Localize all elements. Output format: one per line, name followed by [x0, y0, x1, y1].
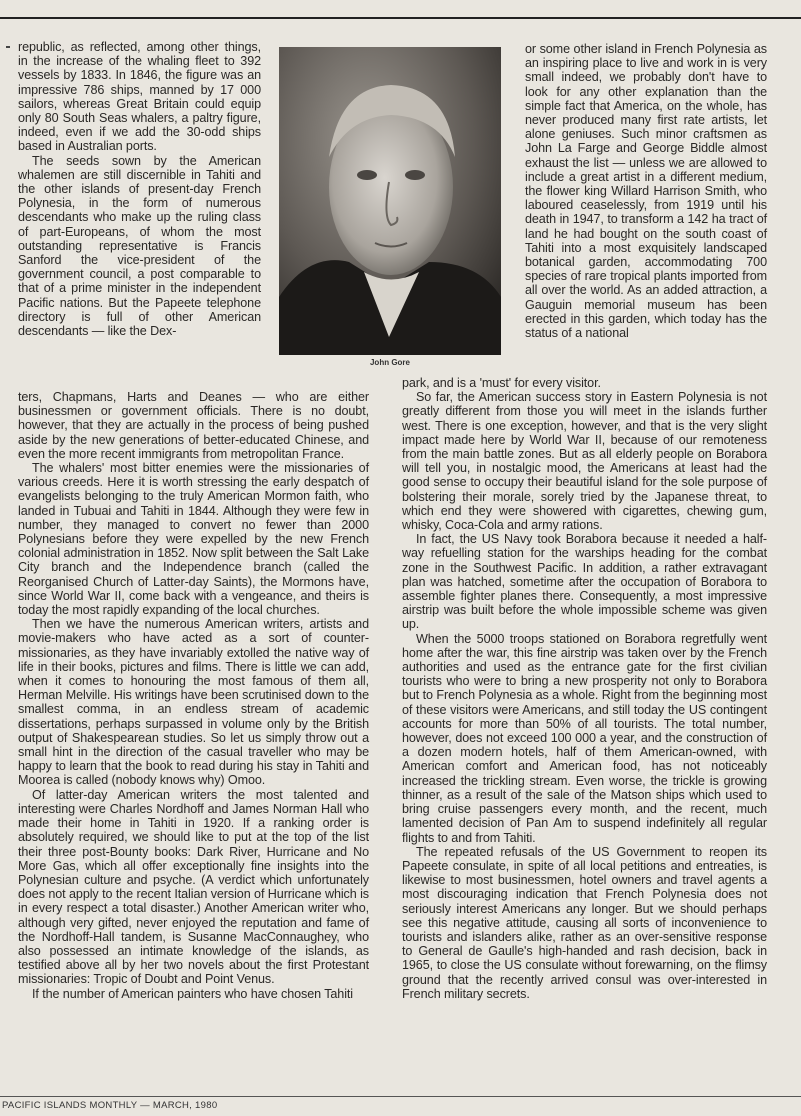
column-right-lower: [402, 376, 767, 1001]
portrait-illustration: [279, 47, 501, 355]
photo-caption: John Gore: [369, 358, 410, 367]
portrait-photo: [279, 47, 501, 355]
paragraph: or some other island in French Polynesia as an inspiring place to live and work in is very small indeed, we probably don't have to look for any other explanation than the simple fact that America, on the whole, has never produced many first rate artists, let alone geniuses. Such minor craftsmen as John La Farge and George Biddle almost exhaust the list — unless we are allowed to include a great artist in a different medium, the flower king Willard Harrison Smith, who laboured ceaselessly, from 1919 until his death in 1947, to transform a 142 ha tract of land he had bought on the south coast of Tahiti into a most exquisitely landscaped botanical garden, accommodating 700 species of rare tropical plants imported from all over the world. As an added attraction, a Gauguin memorial museum has been erected in this garden, which today has the status of a national: [525, 42, 767, 341]
paragraph: When the 5000 troops stationed on Borabora regretfully went home after the war, this fine airstrip was taken over by the French authorities and used as the entrance gate for the first civilian tourists who were to bring a new prosperity not only to Borabora but to French Polynesia as a whole. Right from the beginning most of these visitors were Americans, and still today the US contingent accounts for more than 50% of all tourists. The total number, however, does not exceed 100 000 a year, and the construction of a dozen modern hotels, half of them American-owned, with American comfort and American food, has not noticeably increased the trickling stream. Even worse, the trickle is growing thinner, as a result of the sale of the Matson ships which used to bring cruise passengers every month, and the recent, much lamented decision of Pan Am to suspend indefinitely all regular flights to and from Tahiti.: [402, 631, 767, 845]
paragraph: park, and is a 'must' for every visitor.: [402, 376, 601, 390]
margin-mark: [6, 46, 10, 48]
paragraph: So far, the American success story in Eastern Polynesia is not greatly different from those you will meet in the islands further west. There is one exception, however, and that is the very slight impact made here by World War II, because of our remoteness from the main battle zones. But as all elderly people on Borabora will tell you, in nostalgic mood, the Americans at least had the good sense to occupy their beautiful island for the sole purpose of bolstering their morale, sorely tried by the Japanese threat, to which end they were showered with cigarettes, chewing gum, whisky, Coca-Cola and army rations.: [402, 390, 767, 533]
bottom-rule: [0, 1096, 801, 1097]
column-left-lower: [18, 390, 369, 1001]
column-left-upper: [18, 40, 261, 338]
paragraph: The seeds sown by the American whalemen are still discernible in Tahiti and the other islands of present-day French Polynesia, in the form of numerous descendants who make up the ruling class of part-Europeans, of whom the most outstanding representative is Francis Sanford the vice-president of the government council, a post comparable to that of a prime minister in the independent Pacific nations. But the Papeete telephone directory is full of other American descendants — like the Dex-: [18, 153, 261, 339]
paragraph: If the number of American painters who have chosen Tahiti: [32, 986, 353, 1001]
paragraph: ters, Chapmans, Harts and Deanes — who are either businessmen or government officials. There is no doubt, however, that they are actually in the process of being pushed aside by the new generations of better-educated Chinese, and even the more recent immigrants from metropolitan France.: [18, 390, 369, 461]
paragraph: The repeated refusals of the US Government to reopen its Papeete consulate, in spite of all local petitions and entreaties, is likewise to most businessmen, hotel owners and travel agents a most discouraging indication that French Polynesia does not seriously interest Americans any longer. But we should perhaps see this negative attitude, causing all sorts of inconvenience to tourists and islanders alike, rather as an over-sensitive response to General de Gaulle's high-handed and rash decision, back in 1965, to close the US consulate without forewarning, on the flimsy ground that the recently arrived consul was over-interested in French military secrets.: [402, 844, 767, 1001]
page-footer: PACIFIC ISLANDS MONTHLY — MARCH, 1980: [2, 1100, 218, 1111]
column-right-upper: [525, 42, 767, 340]
paragraph: republic, as reflected, among other things, in the increase of the whaling fleet to 392 vessels by 1833. In 1846, the figure was an impressive 786 ships, manned by 17 000 sailors, whereas Great Britain could equip only 80 South Seas whalers, a paltry figure, indeed, even if we add the 30-odd ships based in Australian ports.: [18, 40, 261, 154]
paragraph: The whalers' most bitter enemies were the missionaries of various creeds. Here it is worth stressing the early despatch of evangelists belonging to the truly American Mormon faith, who landed in Tubuai and Tahiti in 1844. Although they were few in number, they managed to convert no fewer than 2000 Polynesians before they were expelled by the new French colonial administration in 1852. Now split between the Salt Lake City branch and the Independence branch (called the Reorganised Church of Latter-day Saints), the Mormons have, since World War II, come back with a vengeance, and theirs is today the most rapidly expanding of the local churches.: [18, 461, 369, 618]
paragraph: Of latter-day American writers the most talented and interesting were Charles Nordhoff and James Norman Hall who made their home in Tahiti in 1920. If a ranking order is absolutely required, we should like to put at the top of the list their three post-Bounty books: Dark River, Hurricane and No More Gas, which all offer exceptionally fine insights into the Polynesian culture and psyche. (A verdict which unfortunately does not apply to the recent Italian version of Hurricane which is in every respect a total disaster.) Another American writer who, although very gifted, never enjoyed the reputation and fame of the Nordhoff-Hall tandem, is Susanne MacConnaughey, who also possessed an intimate knowledge of the islands, as testified above all by her two novels about the first Protestant missionaries: Tropic of Doubt and Point Venus.: [18, 787, 369, 987]
paragraph: Then we have the numerous American writers, artists and movie-makers who have acted as a sort of counter-missionaries, as they have invariably extolled the native way of life in their books, pictures and films. There is little we can add, when it comes to honouring the most famous of them all, Herman Melville. His writings have been scrutinised down to the smallest comma, in an endless stream of academic dissertations, perhaps surpassed in volume only by the British output of Shakespearean studies. So let us simply throw out a small hint in the direction of the casual traveller who may be happy to learn that the book to read during his stay in Tahiti and Moorea is called (nobody knows why) Omoo.: [18, 617, 369, 788]
top-rule: [0, 17, 801, 19]
paragraph: In fact, the US Navy took Borabora because it needed a half-way refuelling station for the warships heading for the combat zone in the Southwest Pacific. In addition, a rather extravagant plan was hatched, sometime after the occupation of Borabora to assemble fighter planes there. Consequently, a most impressive airstrip was built before the whole impossible scheme was given up.: [402, 532, 767, 632]
